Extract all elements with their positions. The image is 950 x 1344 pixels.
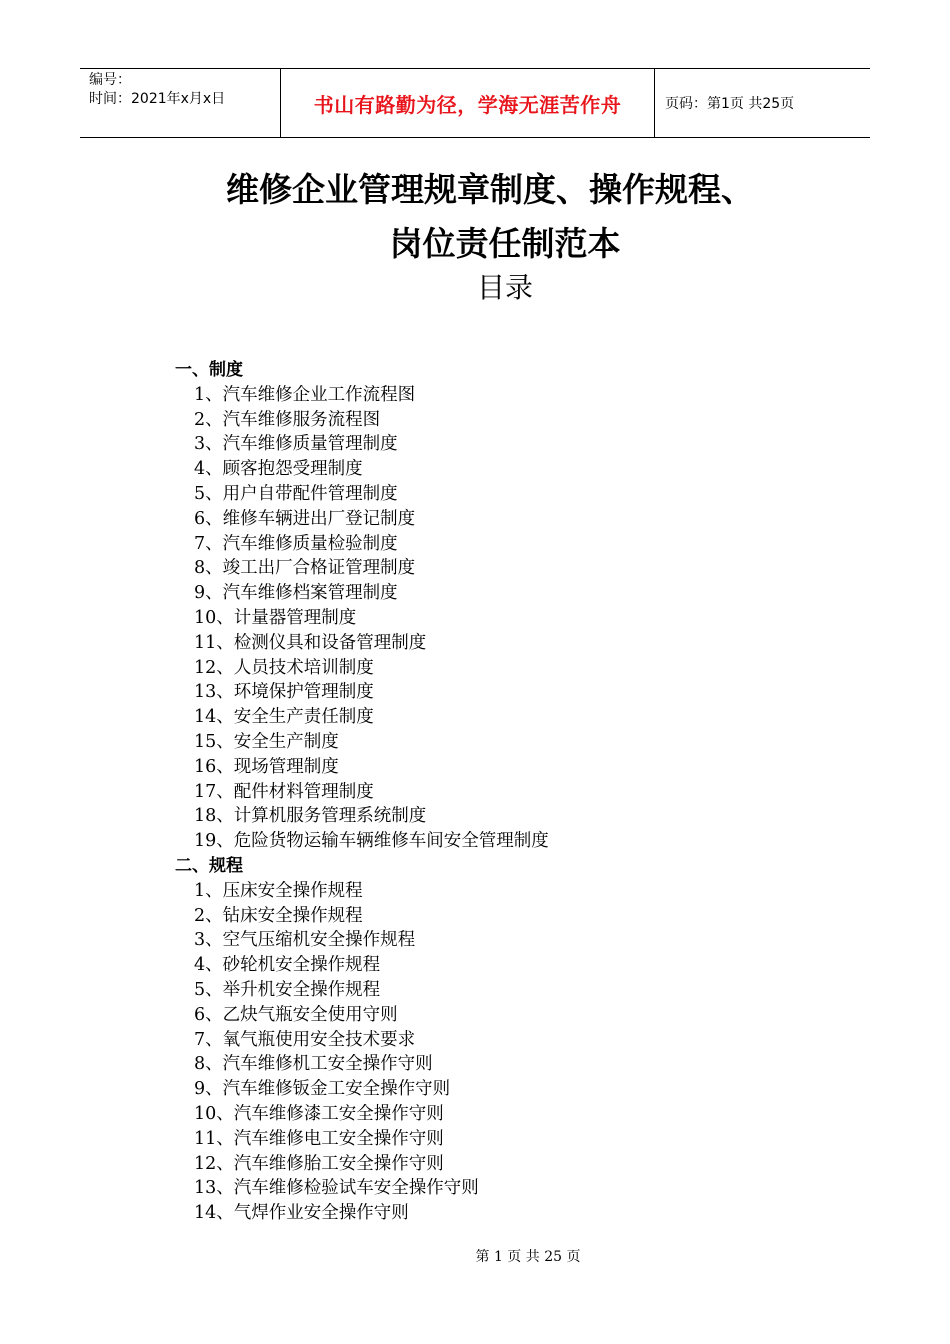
time-label: 时间：2021年x月x日	[89, 91, 226, 107]
toc-item: 2、汽车维修服务流程图	[194, 409, 381, 430]
toc-item: 3、汽车维修质量管理制度	[194, 434, 398, 455]
toc-item: 16、现场管理制度	[194, 756, 339, 777]
toc-item: 8、汽车维修机工安全操作守则	[194, 1054, 433, 1075]
toc-item: 11、汽车维修电工安全操作守则	[194, 1128, 444, 1149]
toc-item: 6、维修车辆进出厂登记制度	[194, 508, 416, 529]
toc-item: 14、安全生产责任制度	[194, 707, 374, 728]
toc-item: 17、配件材料管理制度	[194, 781, 374, 802]
toc-item: 15、安全生产制度	[194, 731, 339, 752]
toc-item: 4、砂轮机安全操作规程	[194, 955, 381, 976]
header-motto: 书山有路勤为径，学海无涯苦作舟	[281, 69, 655, 137]
toc-item: 5、举升机安全操作规程	[194, 979, 381, 1000]
toc-item: 7、氧气瓶使用安全技术要求	[194, 1029, 416, 1050]
toc-item: 5、用户自带配件管理制度	[194, 483, 398, 504]
toc-item: 12、人员技术培训制度	[194, 657, 374, 678]
toc-item: 14、气焊作业安全操作守则	[194, 1203, 409, 1224]
toc-item: 1、汽车维修企业工作流程图	[194, 384, 416, 405]
toc-item: 2、钻床安全操作规程	[194, 905, 363, 926]
toc-item: 10、汽车维修漆工安全操作守则	[194, 1103, 444, 1124]
document-title-line2: 岗位责任制范本	[389, 224, 621, 263]
document-title-line1: 维修企业管理规章制度、操作规程、	[226, 170, 754, 209]
toc-item: 7、汽车维修质量检验制度	[194, 533, 398, 554]
toc-item: 6、乙炔气瓶安全使用守则	[194, 1004, 398, 1025]
toc-item: 12、汽车维修胎工安全操作守则	[194, 1153, 444, 1174]
number-label: 编号：	[89, 72, 131, 88]
toc-item: 13、汽车维修检验试车安全操作守则	[194, 1178, 479, 1199]
table-of-contents	[175, 358, 549, 1226]
toc-section-heading: 二、规程	[175, 855, 243, 876]
toc-heading: 目录	[476, 271, 533, 304]
header-meta	[80, 69, 281, 137]
toc-item: 19、危险货物运输车辆维修车间安全管理制度	[194, 831, 549, 852]
page-header	[80, 68, 870, 138]
toc-item: 11、检测仪具和设备管理制度	[194, 632, 427, 653]
header-page-info: 页码：第1页 共25页	[665, 96, 795, 112]
toc-section-heading: 一、制度	[175, 360, 243, 380]
toc-item: 9、汽车维修钣金工安全操作守则	[194, 1079, 451, 1100]
page-footer: 第 1 页 共 25 页	[475, 1249, 581, 1265]
toc-item: 8、竣工出厂合格证管理制度	[194, 558, 416, 579]
toc-item: 10、计量器管理制度	[194, 607, 357, 628]
toc-item: 18、计算机服务管理系统制度	[194, 806, 427, 827]
toc-item: 4、顾客抱怨受理制度	[194, 459, 363, 480]
toc-item: 9、汽车维修档案管理制度	[194, 583, 398, 604]
toc-item: 1、压床安全操作规程	[194, 880, 363, 901]
toc-item: 3、空气压缩机安全操作规程	[194, 930, 416, 951]
toc-item: 13、环境保护管理制度	[194, 682, 374, 703]
